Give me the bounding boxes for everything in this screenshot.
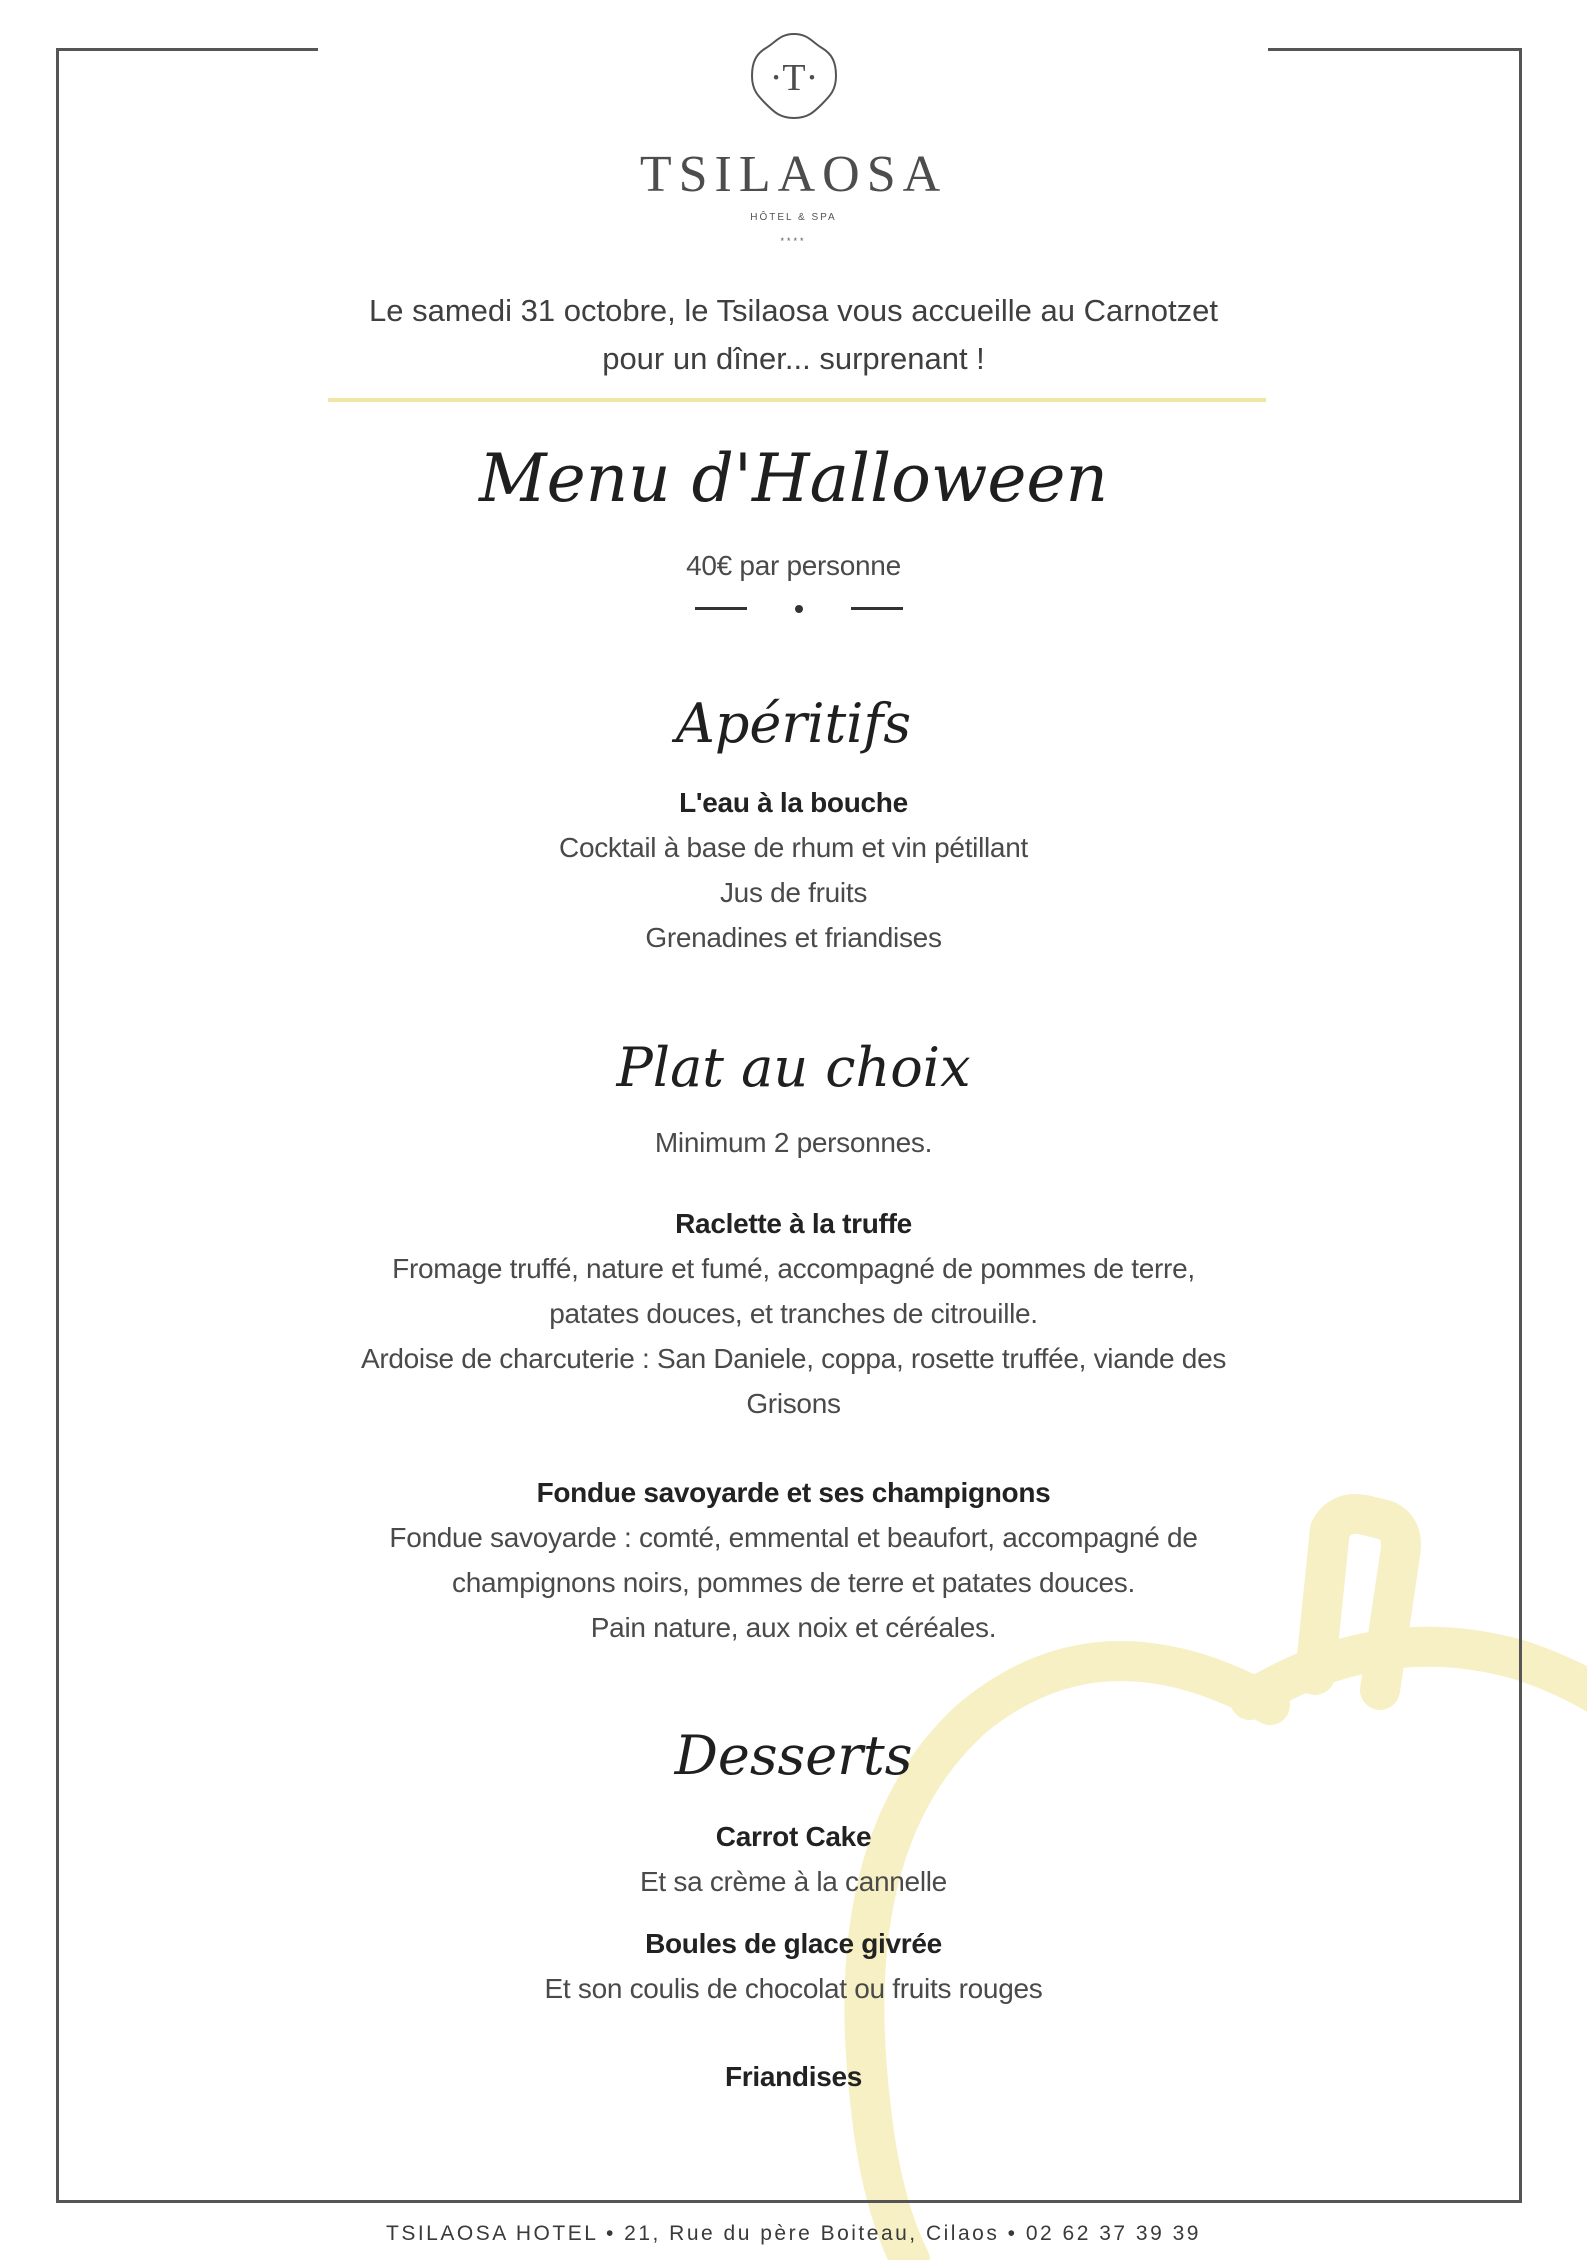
raclette-name: Raclette à la truffe [675,1208,912,1239]
frame-left [56,48,59,2203]
seal-letter: ·T· [769,57,819,99]
intro-line-1: Le samedi 31 octobre, le Tsilaosa vous accueille au Carnotzet [369,293,1218,328]
frame-right [1519,48,1522,2203]
divider-left [695,607,747,610]
menu-title: Menu d'Halloween [479,440,1108,517]
menu-price: 40€ par personne [686,550,901,581]
fondue-line: Pain nature, aux noix et céréales. [590,1612,997,1643]
section-heading-aperitifs: Apéritifs [675,692,912,755]
footer-address: TSILAOSA HOTEL • 21, Rue du père Boiteau, Cilaos • 02 62 37 39 39 [386,2222,1201,2245]
section-heading-plats: Plat au choix [616,1036,971,1099]
brand-subtitle: HÔTEL & SPA [750,212,837,223]
dessert-friandises: Friandises [724,2061,863,2092]
dessert-glace-name: Boules de glace givrée [645,1928,942,1959]
frame-top-left [56,48,318,51]
dessert-carrot-desc: Et sa crème à la cannelle [640,1866,947,1897]
fondue-line: Fondue savoyarde : comté, emmental et beaufort, accompagné de [389,1522,1198,1553]
intro-text [320,287,1267,383]
hotel-seal-logo [750,32,838,120]
dessert-glace-desc: Et son coulis de chocolat ou fruits rouges [544,1973,1043,2004]
dessert-carrot-name: Carrot Cake [715,1821,872,1852]
fondue-name: Fondue savoyarde et ses champignons [536,1477,1051,1508]
brand-name: TSILAOSA [639,146,948,203]
yellow-divider [328,398,1266,402]
section-heading-desserts: Desserts [674,1724,913,1787]
raclette-line: patates douces, et tranches de citrouille. [549,1298,1038,1329]
divider-dot [795,605,803,613]
aperitif-item-name: L'eau à la bouche [679,787,908,818]
aperitif-line: Cocktail à base de rhum et vin pétillant [559,832,1028,863]
aperitif-line: Grenadines et friandises [645,922,942,953]
divider-right [851,607,903,610]
brand-stars: **** [780,236,807,246]
plats-note: Minimum 2 personnes. [654,1127,933,1158]
aperitif-line: Jus de fruits [719,877,868,908]
raclette-line: Ardoise de charcuterie : San Daniele, coppa, rosette truffée, viande des [360,1343,1227,1374]
frame-bottom [56,2200,1522,2203]
frame-top-right [1268,48,1522,51]
raclette-line: Fromage truffé, nature et fumé, accompagné de pommes de terre, [392,1253,1195,1284]
raclette-line: Grisons [746,1388,841,1419]
intro-line-2: pour un dîner... surprenant ! [602,341,985,376]
fondue-line: champignons noirs, pommes de terre et patates douces. [452,1567,1135,1598]
